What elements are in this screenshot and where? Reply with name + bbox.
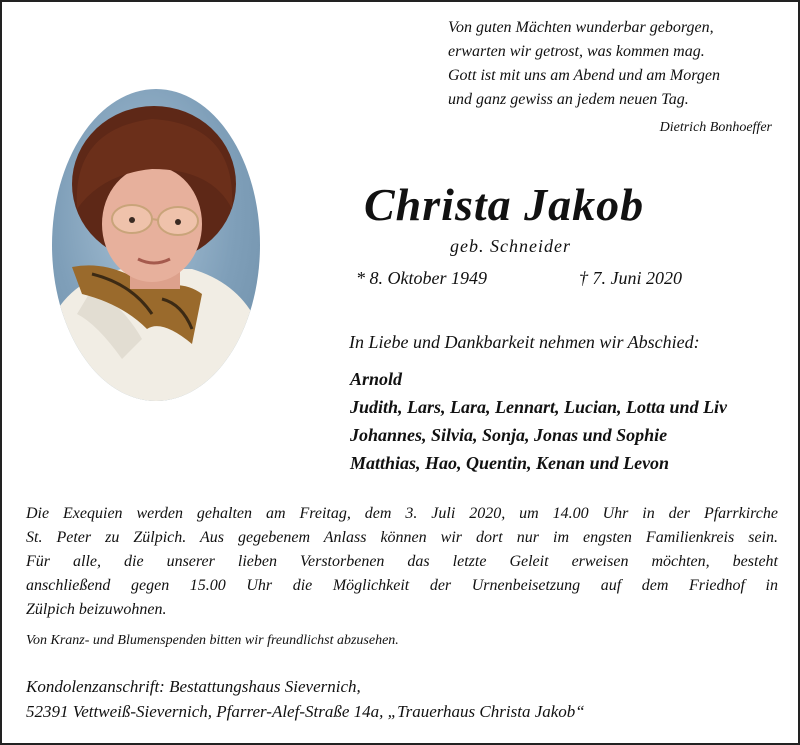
condolence-line: Kondolenzanschrift: Bestattungshaus Sievernich, (26, 677, 361, 696)
condolence-line: 52391 Vettweiß-Sievernich, Pfarrer-Alef-Straße 14a, „Trauerhaus Christa Jakob“ (26, 702, 585, 721)
family-list (350, 365, 790, 477)
service-line: Die Exequien werden gehalten am Freitag, dem 3. Juli 2020, um 14.00 Uhr in der Pfarrkirche (26, 505, 778, 522)
poem-line: und ganz gewiss an jedem neuen Tag. (448, 91, 689, 108)
portrait-photo (52, 89, 260, 401)
poem-line: Gott ist mit uns am Abend und am Morgen (448, 67, 720, 84)
glasses-bridge (152, 219, 158, 220)
poem-author: Dietrich Bonhoeffer (659, 120, 772, 135)
eye-left (129, 217, 135, 223)
farewell-text: In Liebe und Dankbarkeit nehmen wir Abschied: (349, 332, 700, 352)
condolence-address (26, 674, 786, 724)
flowers-note: Von Kranz- und Blumenspenden bitten wir freundlichst abzusehen. (26, 633, 399, 648)
service-line: St. Peter zu Zülpich. Aus gegebenem Anlass können wir dort nur im engsten Familienkreis sein. (26, 529, 778, 546)
birth-date: * 8. Oktober 1949 (356, 268, 487, 288)
poem-line: Von guten Mächten wunderbar geborgen, (448, 19, 714, 36)
deceased-name: Christa Jakob (364, 179, 645, 230)
service-line: anschließend gegen 15.00 Uhr die Möglichkeit der Urnenbeisetzung auf dem Friedhof in (26, 577, 778, 594)
family-line: Judith, Lars, Lara, Lennart, Lucian, Lotta und Liv (350, 397, 728, 417)
poem-line: erwarten wir getrost, was kommen mag. (448, 43, 705, 60)
portrait-illustration (52, 89, 260, 401)
service-announcement (26, 502, 778, 622)
family-line: Matthias, Hao, Quentin, Kenan und Levon (350, 453, 670, 473)
service-line: Zülpich beizuwohnen. (26, 601, 167, 618)
service-line: Für alle, die unserer lieben Verstorbenen das letzte Geleit erweisen möchten, besteht (26, 553, 778, 570)
eye-right (175, 219, 181, 225)
family-line: Johannes, Silvia, Sonja, Jonas und Sophie (350, 425, 668, 445)
death-date: † 7. Juni 2020 (579, 268, 682, 288)
family-line: Arnold (350, 369, 403, 389)
maiden-name: geb. Schneider (450, 236, 571, 256)
poem (448, 16, 778, 112)
